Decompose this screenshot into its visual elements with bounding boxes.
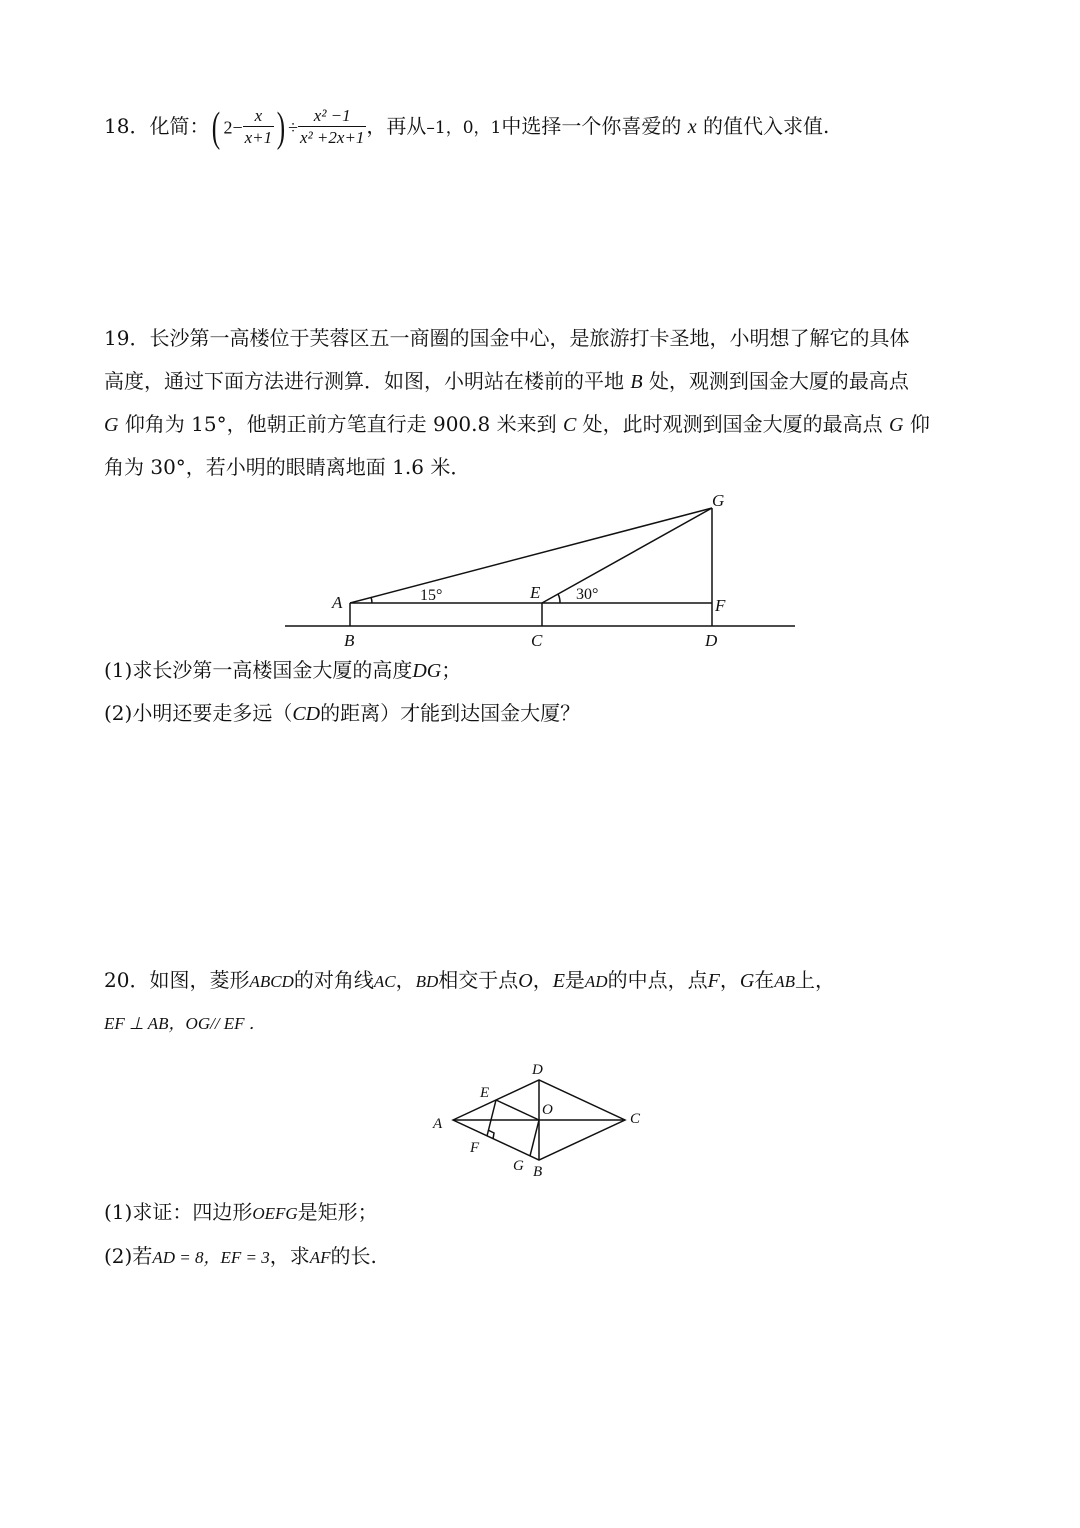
q20-line1-r: AB [774,972,796,991]
q20-part2-e: 的长. [330,1244,377,1268]
q20-line1-m: 的中点，点 [607,968,708,992]
q20-line1-h: O [518,970,533,992]
q19-part1-a: (1)求长沙第一高楼国金大厦的高度 [104,658,413,682]
q20-line1-l: AD [584,972,608,991]
q20-line1-c: 的对角线 [293,968,374,992]
fig19-label-D: D [705,631,718,650]
q20-line1-g: 相交于点 [438,968,519,992]
q20-part1-a: (1)求证：四边形 [104,1200,253,1224]
q18-number: 18． [104,114,150,138]
q20-line1 [104,966,835,996]
q19-line3-e: G [889,414,904,436]
fig19-angle-30: 30° [576,586,599,603]
q20-line1-a: 20．如图，菱形 [104,968,250,992]
fig20-label-G: G [513,1158,524,1174]
q18-var: x [687,116,697,138]
fig19-label-A: A [332,593,343,612]
q18-prefix: 化简： [149,114,210,138]
q20-part1-b: OEFG [252,1204,298,1223]
q20-line1-j: E [552,970,565,992]
q20-part2-b: AD = 8，EF = 3 [152,1248,270,1267]
q18-suffix-a: ，再从 [366,114,427,138]
q19-part2-b: CD [292,703,321,725]
fig20-label-O: O [542,1102,553,1118]
q20-line1-k: 是 [564,968,585,992]
q19-part1-c: ； [441,658,462,682]
fig19-label-G: G [712,491,725,510]
q18-divide: ÷ [288,117,299,138]
q19-figure [280,490,800,650]
fig20-label-A: A [433,1116,443,1132]
segment-EO [496,1100,539,1120]
q20-line1-e: ， [395,968,416,992]
fig19-label-C: C [531,631,543,650]
q19-line3-d: 处，此时观测到国金大厦的最高点 [582,412,883,436]
fig19-label-B: B [344,631,355,650]
q19-line2-c: 处，观测到国金大厦的最高点 [648,369,909,393]
q19-line2-b: B [630,371,643,393]
q18-minus: − [232,117,243,138]
q18-frac2-den: x² +2x+1 [300,128,365,147]
angle-arc-A [371,597,372,603]
q20-line1-q: 在 [754,968,775,992]
q18-paren-open: ( [212,104,221,151]
q18-suffix-c: 的值代入求值. [702,114,830,138]
q19-line4: 角为 30°，若小明的眼睛离地面 1.6 米． [104,455,471,479]
q19-part2 [104,699,580,728]
q20-part1 [104,1198,378,1228]
q19-line3-b: 仰角为 15°，他朝正前方笔直行走 900.8 米来到 [124,412,557,436]
q20-line1-o: ， [719,968,740,992]
fig19-label-F: F [715,596,726,615]
q19-part2-c: 的距离）才能到达国金大厦？ [320,701,581,725]
q18-line [104,106,829,149]
q18-frac1-den: x+1 [244,128,273,147]
q18-paren-close: ) [276,104,286,151]
q20-line1-s: 上， [795,968,836,992]
q20-line1-d: AC [373,972,396,991]
q20-line1-p: G [739,970,755,992]
q20-line1-b: ABCD [249,972,294,991]
q19-part1 [104,656,461,685]
q20-part2 [104,1242,377,1272]
q18-two: 2 [223,117,233,138]
q19-line3 [104,410,930,439]
line-EG [542,508,712,603]
q19-line3-f: 仰 [909,412,930,436]
q19-line3-c: C [562,414,577,436]
q18-values: –1，0，1 [426,118,502,138]
q18-frac1 [243,106,275,149]
fig19-label-E: E [530,583,541,602]
fig20-label-F: F [470,1140,480,1156]
q20-part2-c: ，求 [269,1244,310,1268]
q18-frac1-num: x [243,106,275,127]
q19-line2-a: 高度，通过下面方法进行测算．如图，小明站在楼前的平地 [104,369,624,393]
q20-line1-i: ， [532,968,553,992]
fig20-label-E: E [480,1085,490,1101]
q19-line1: 19．长沙第一高楼位于芙蓉区五一商圈的国金中心，是旅游打卡圣地，小明想了解它的具体 [104,326,910,350]
q20-part2-d: AF [309,1248,331,1267]
segment-OG [530,1120,539,1156]
q20-part2-a: (2)若 [104,1244,153,1268]
angle-arc-E [558,594,560,603]
fig20-label-D: D [532,1062,543,1078]
q19-line3-a: G [104,414,119,436]
q19-part2-a: (2)小明还要走多远（ [104,701,293,725]
fig19-angle-15: 15° [420,587,443,604]
fig20-label-B: B [533,1164,543,1180]
q20-line1-n: F [707,970,720,992]
q18-frac2-num: x² −1 [298,106,366,127]
q20-part1-c: 是矩形； [297,1200,378,1224]
q18-frac2 [298,106,366,149]
q19-line2 [104,367,909,396]
q20-line1-f: BD [415,972,439,991]
fig20-label-C: C [630,1111,641,1127]
q19-part1-b: DG [412,660,442,682]
q20-line2: EF ⊥ AB，OG// EF ． [104,1014,266,1033]
q20-figure [425,1052,655,1182]
q18-suffix-b: 中选择一个你喜爱的 [501,114,682,138]
